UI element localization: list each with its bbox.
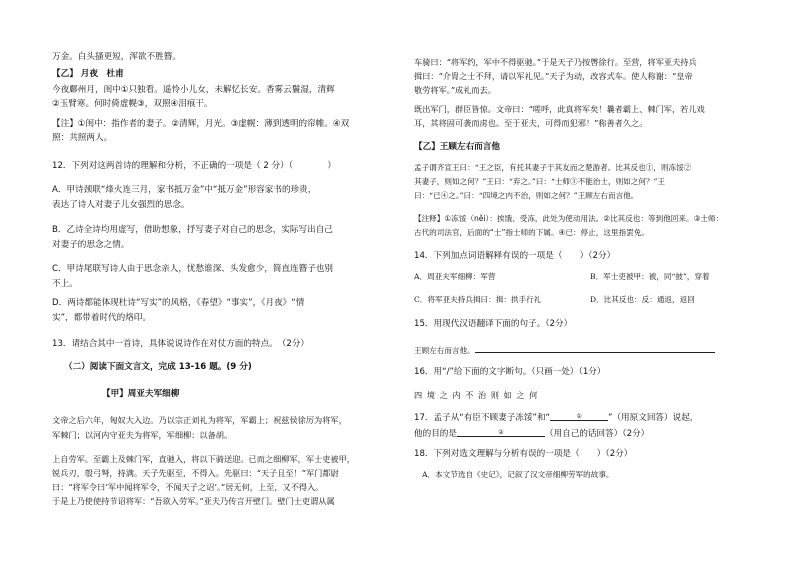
- passage-line: 曰：“将军令曰‘军中闻将军令，不闻天子之诏’。”居无何，上至，又不得入。: [52, 482, 324, 492]
- option-c: C．甲诗尾联写诗人由于思念亲人，忧愁谁深、头发愈少，简直连簪子也别: [52, 264, 334, 274]
- question-17-text-2: ”（用原文回答）说起，: [608, 413, 699, 423]
- poem-line: 今夜鄜州月，闺中①只独看。遥怜小儿女，未解忆长安。香雾云鬟湿，清辉: [52, 85, 335, 95]
- question-16: 16．用“/”给下面的文字断句。（只画一处）（1分）: [414, 367, 606, 377]
- passage-line: 军棘门；以河内守亚夫为将军，军细柳：以备胡。: [52, 430, 233, 440]
- sentence-text: 王顾左右而言他。: [414, 346, 475, 355]
- option-a-cont: 表达了诗人对妻子儿女强烈的思念。: [52, 200, 190, 210]
- option-a: A．甲诗颈联“烽火连三月，家书抵万金”中“抵万金”形容家书的珍贵，: [52, 185, 317, 195]
- passage-line: 上自劳军。至霸上及棘门军，直驰入，将以下骑送迎。已而之细柳军，军士吏被甲，: [52, 454, 355, 464]
- answer-blank-15[interactable]: [475, 343, 715, 353]
- passage-line: 孟子谓齐宣王曰：“王之臣，有托其妻子于其友而之楚游者。比其反也①，则冻馁②: [414, 163, 692, 172]
- passage-line: 揖曰：“介胄之士不拜，请以军礼见。”天子为动，改容式车。使人称谢：“皇帝: [414, 71, 693, 81]
- question-14: 14．下列加点词语解释有误的一项是（ ）（2分）: [414, 251, 616, 261]
- question-17: [414, 411, 698, 424]
- question-18: 18．下列对选文理解与分析有误的一项是（ ）（2分）: [414, 449, 633, 459]
- passage-line: 曰：“已④之。”曰：“四境之内不治，则如之何？”王顾左右而言他。: [414, 191, 639, 200]
- passage-title-yi: 【乙】王顾左右而言他: [414, 142, 500, 152]
- option-d: D．两诗都能体现杜诗“写实”的风格，《春望》“事实”，《月夜》“情: [52, 298, 305, 308]
- option-b: B．乙诗全诗均用虚写，借助想象，抒写妻子对自己的思念，实际写出自己: [52, 225, 333, 235]
- passage-line: 耳，其将固可袭而虏也。至于亚夫，可得而犯邪！”称善者久之。: [414, 118, 648, 128]
- poem-line-end: 万金。白头搔更短，浑欲不胜簪。: [52, 52, 181, 62]
- answer-blank-17-1[interactable]: ①: [550, 411, 608, 421]
- question-17-text: 17．孟子从“有臣不顾妻子冻馁”和“: [414, 413, 551, 423]
- poem-line: ②玉臂寒。何时倚虚幌③，双照④泪痕干。: [52, 99, 213, 109]
- option-c-cont: 不上。: [52, 279, 78, 289]
- passage-line: 既出军门，群臣皆惊。文帝曰：“嗟呼，此真将军矣！曩者霸上、棘门军，若儿戏: [414, 104, 705, 114]
- poem-note: 照：共照两人。: [52, 133, 113, 143]
- question-13: 13．请结合其中一首诗，具体说说诗作在对仗方面的特点。 （2分）: [52, 339, 310, 349]
- annotation: 古代的司法官，后面的“士”指士师的下属。④已：停止，这里指罢免。: [414, 228, 649, 237]
- passage-line: 文帝之后六年，匈奴大入边。乃以宗正刘礼为将军，军霸上；祝兹侯徐厉为将军，: [52, 415, 347, 425]
- passage-title-jia: 【甲】周亚夫军细柳: [102, 389, 180, 399]
- poem-title-yue-ye: 【乙】 月夜 杜甫: [52, 69, 124, 79]
- question-17-cont: [414, 427, 649, 440]
- passage-line: 锐兵刃，彀弓弩，持满。天子先驱至，不得入。先驱曰：“天子且至！”军门都尉: [52, 468, 339, 478]
- option-d-cont: 实”，都带着时代的烙印。: [52, 313, 151, 323]
- passage-line: 车骑曰：“将军约，军中不得驱驰。”于是天子乃按辔徐行。至营，将军亚夫持兵: [414, 57, 697, 67]
- section-heading: （二）阅读下面文言文，完成 13-16 题。(9 分): [64, 362, 252, 372]
- annotation: 【注释】①冻馁（něi）：挨饿、受冻，此处为使动用法。②比其反也：等到他回来。③士师：: [414, 214, 724, 223]
- sentence-to-translate: [414, 343, 715, 357]
- passage-line: 其妻子，则如之何？”王曰：“弃之。”曰：“士师③不能治士，则如之何？”王: [414, 177, 666, 186]
- option-18-a: A．本文节选自《史记》，记叙了汉文帝细柳劳军的故事。: [422, 470, 614, 479]
- question-15: 15．用现代汉语翻译下面的句子。（2分）: [414, 319, 573, 329]
- passage-line: 于是上乃使使持节诏将军：“吾欲入劳军。”亚夫乃传言开壁门。壁门士吏谓从属: [52, 496, 335, 506]
- poem-note: 【注】①闺中：指作者的妻子。②清辉，月光。③虚幌：薄到透明的帘帷。④双: [52, 119, 350, 129]
- punctuation-text: 四 境 之 内 不 治 则 如 之 何: [414, 390, 539, 400]
- option-14-a: A．周亚夫军细柳：军营: [414, 272, 496, 281]
- passage-line: 敬劳将军。”成礼而去。: [414, 85, 496, 95]
- option-14-b: B．军士吏被甲：被，同“披”，穿着: [590, 272, 710, 281]
- option-b-cont: 对妻子的思念之情。: [52, 240, 130, 250]
- question-17-text-4: （用自己的话回答）（2分）: [544, 429, 650, 439]
- answer-blank-17-2[interactable]: ②: [457, 427, 545, 437]
- question-12: 12．下列对这两首诗的理解和分析，不正确的一项是（ 2 分）（ ）: [52, 161, 336, 171]
- option-14-d: D．比其反也：反：通返，返回: [590, 295, 695, 304]
- option-14-c: C．将军亚夫持兵揖曰：揖：拱手行礼: [414, 295, 542, 304]
- question-17-text-3: 他的目的是: [414, 429, 457, 439]
